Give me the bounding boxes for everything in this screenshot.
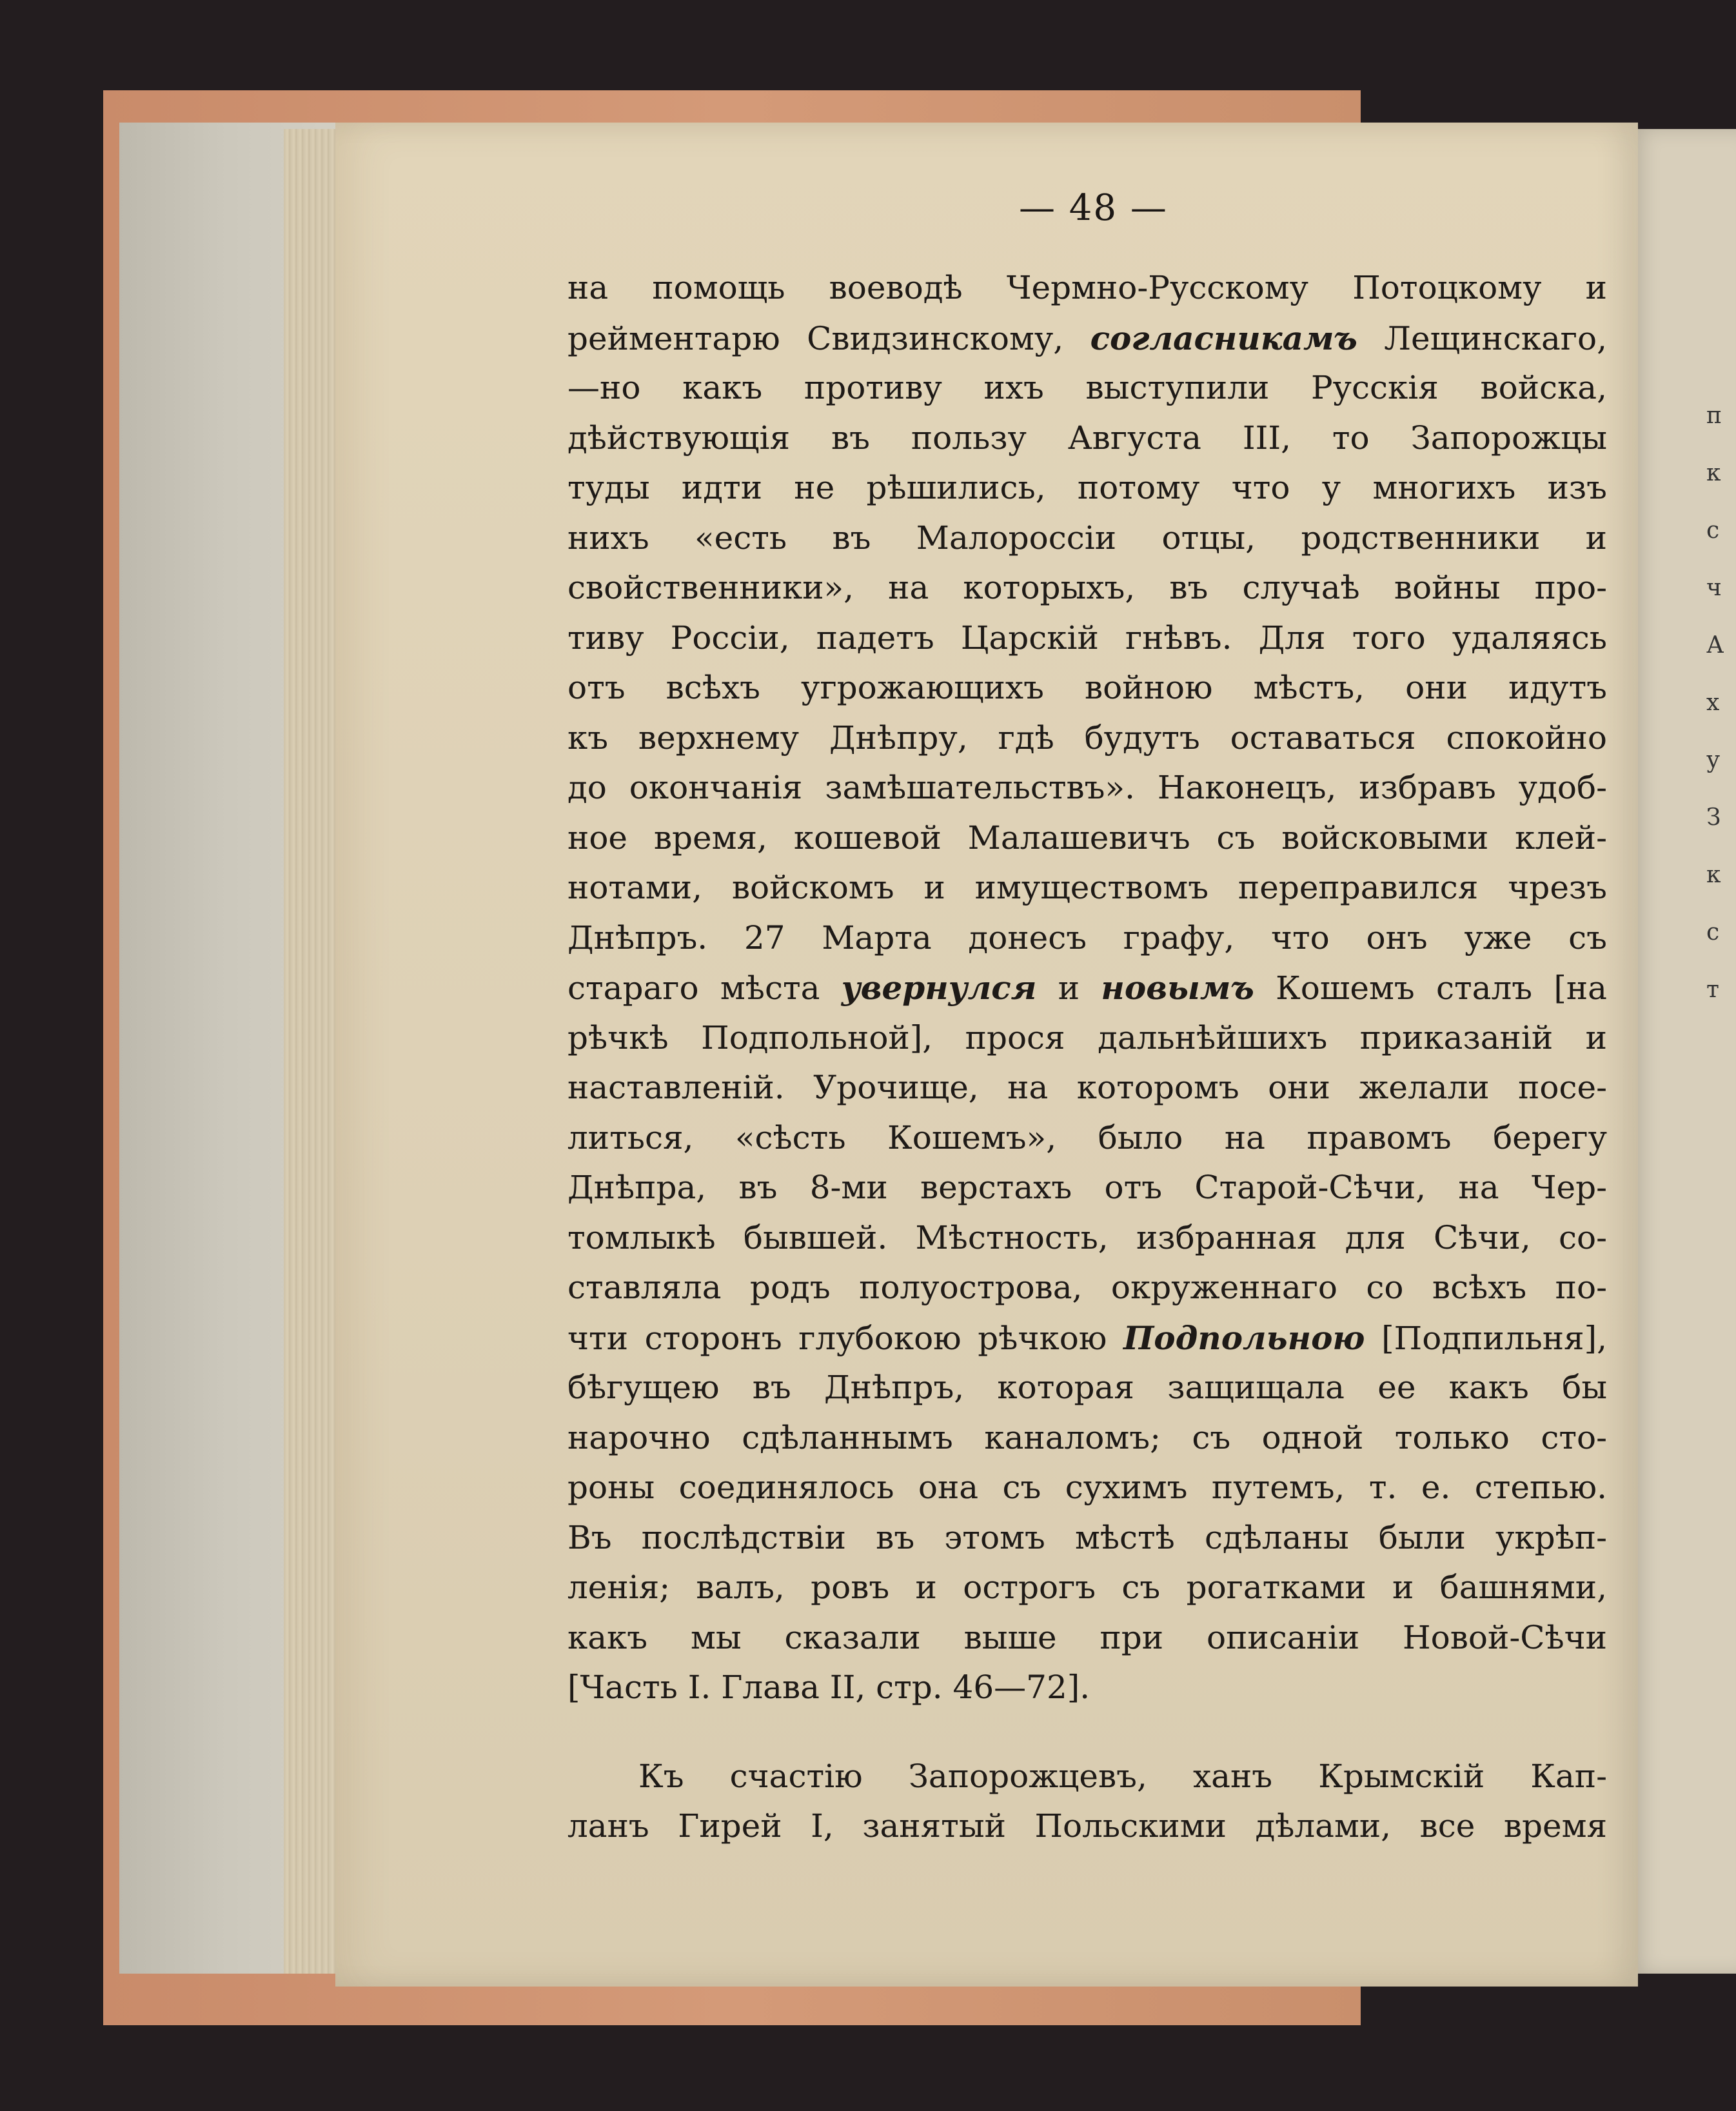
text-line: Въ послѣдствіи въ этомъ мѣстѣ сдѣланы были укрѣп- <box>567 1518 1607 1556</box>
text-line: литься, «сѣсть Кошемъ», было на правомъ берегу <box>567 1118 1607 1156</box>
page-number: — 48 — <box>1019 187 1168 229</box>
text-line: томлыкѣ бывшей. Мѣстность, избранная для Сѣчи, со- <box>567 1218 1607 1256</box>
text-line: ланъ Гирей I, занятый Польскими дѣлами, все время <box>567 1807 1607 1845</box>
text-line: бѣгущею въ Днѣпръ, которая защищала ее какъ бы <box>567 1369 1607 1406</box>
text-line: [Часть I. Глава II, стр. 46—72]. <box>567 1669 1090 1706</box>
text-line: свойственники», на которыхъ, въ случаѣ войны про- <box>567 569 1607 606</box>
text-line: роны соединялось она съ сухимъ путемъ, т. е. степью. <box>567 1469 1607 1506</box>
text-line: чти сторонъ глубокою рѣчкою Подпольною [Подпильня], <box>567 1318 1607 1357</box>
text-line: ленія; валъ, ровъ и острогъ съ рогатками и башнями, <box>567 1569 1607 1606</box>
italic-term: увернулся <box>841 969 1037 1007</box>
text-line: нихъ «есть въ Малороссіи отцы, родственники и <box>567 519 1607 557</box>
text-line: нотами, войскомъ и имуществомъ переправился чрезъ <box>567 869 1607 906</box>
text-line: до окончанія замѣшательствъ». Наконецъ, избравъ удоб- <box>567 769 1607 806</box>
next-page-edge-letters: п к с ч А х у З к с т <box>1706 402 1724 1003</box>
text-line: наставленій. Урочище, на которомъ они желали посе- <box>567 1069 1607 1106</box>
italic-term: согласникамъ <box>1090 319 1357 357</box>
paragraph-1 <box>567 263 1607 1713</box>
italic-term: новымъ <box>1101 969 1254 1007</box>
text-line: ставляла родъ полуострова, окруженнаго со всѣхъ по- <box>567 1269 1607 1306</box>
italic-term: Подпольною <box>1123 1318 1365 1357</box>
text-line: какъ мы сказали выше при описаніи Новой-Сѣчи <box>567 1618 1607 1656</box>
next-page-edge <box>1625 129 1736 1974</box>
text-line: ное время, кошевой Малашевичъ съ войсковыми клей- <box>567 818 1607 857</box>
text-line: къ верхнему Днѣпру, гдѣ будутъ оставаться спокойно <box>567 719 1607 757</box>
text-line: Днѣпра, въ 8-ми верстахъ отъ Старой-Сѣчи, на Чер- <box>567 1169 1607 1206</box>
paragraph-2 <box>567 1752 1607 1852</box>
text-line: на помощь воеводѣ Чермно-Русскому Потоцкому и <box>567 269 1607 306</box>
text-line: Днѣпръ. 27 Марта донесъ графу, что онъ уже съ <box>567 918 1607 956</box>
page-text <box>567 263 1607 1852</box>
text-line: рейментарю Свидзинскому, согласникамъ Лещинскаго, <box>567 319 1607 357</box>
text-line: дѣйствующія въ пользу Августа III, то Запорожцы <box>567 419 1607 457</box>
text-line: стараго мѣста увернулся и новымъ Кошемъ сталъ [на <box>567 969 1607 1007</box>
text-line: —но какъ противу ихъ выступили Русскія войска, <box>567 369 1607 406</box>
text-line: Къ счастію Запорожцевъ, ханъ Крымскій Кап- <box>638 1757 1607 1795</box>
text-line: тиву Россіи, падетъ Царскій гнѣвъ. Для того удаляясь <box>567 619 1607 657</box>
text-line: рѣчкѣ Подпольной], прося дальнѣйшихъ приказаній и <box>567 1018 1607 1056</box>
text-line: отъ всѣхъ угрожающихъ войною мѣстъ, они идутъ <box>567 669 1607 706</box>
text-line: нарочно сдѣланнымъ каналомъ; съ одной только сто- <box>567 1418 1607 1456</box>
text-line: туды идти не рѣшились, потому что у многихъ изъ <box>567 469 1607 506</box>
